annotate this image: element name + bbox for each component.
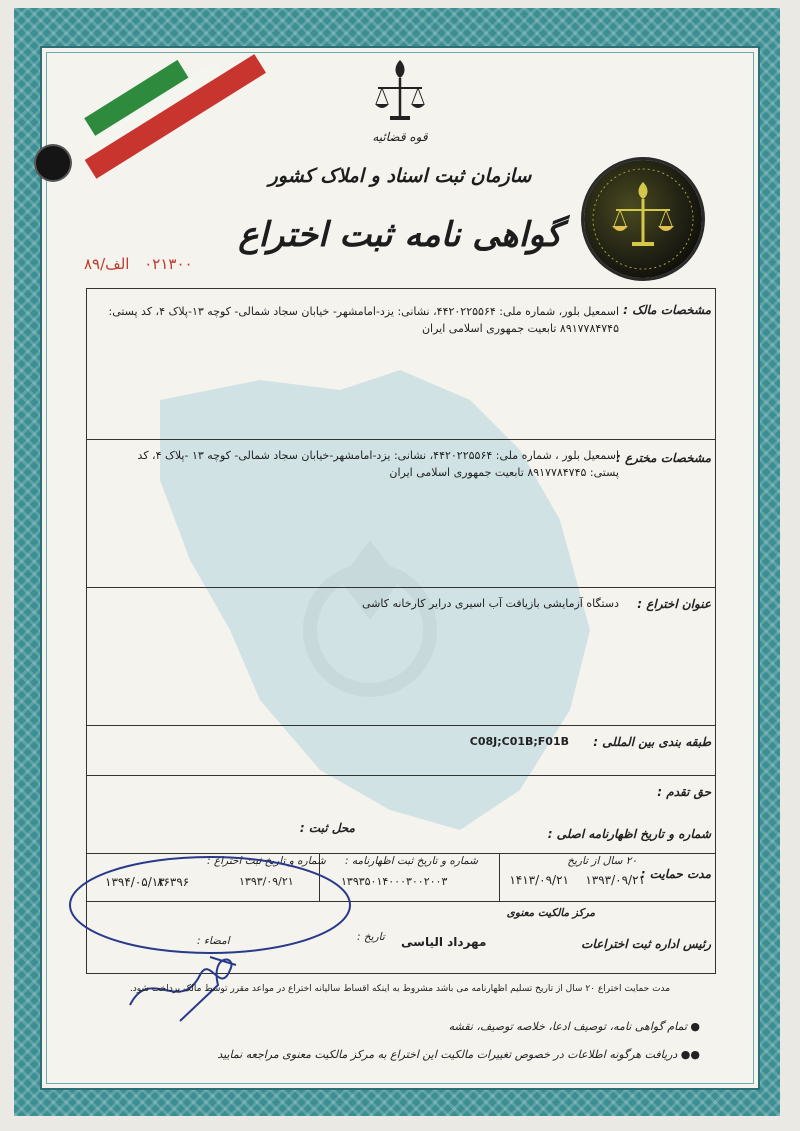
- row-divider: [87, 439, 715, 440]
- protection-from: ۱۳۹۳/۰۹/۲۱: [585, 873, 645, 887]
- handwritten-signature: [60, 845, 360, 1035]
- punch-hole: [36, 146, 70, 180]
- declaration-date: ۱۳۹۳/۰۹/۲۱: [239, 875, 294, 888]
- owner-details: [99, 303, 619, 337]
- note-1-text: تمام گواهی نامه، توصیف ادعا، خلاصه توصیف، نقشه: [448, 1020, 687, 1033]
- protection-to: ۱۴۱۳/۰۹/۲۱: [509, 873, 569, 887]
- owner-line-1: اسمعیل بلور، شماره ملی: ۴۴۲۰۲۲۵۵۶۴، نشانی: یزد-امامشهر- خیابان سجاد شمالی- کوچه ۱۳-پلاک ۴، کد پستی:: [108, 305, 619, 318]
- registration-number: ۸۶۳۹۶: [157, 875, 190, 889]
- declaration-number: ۱۳۹۳۵۰۱۴۰۰۰۳۰۰۲۰۰۳: [341, 875, 448, 888]
- owner-line-2: ۸۹۱۷۷۸۴۷۴۵ تابعیت جمهوری اسلامی ایران: [421, 322, 619, 335]
- signatory-role: رئیس اداره ثبت اختراعات: [581, 937, 711, 951]
- registration-date: ۱۳۹۴/۰۵/۱۳: [105, 875, 165, 889]
- serial-number: [84, 255, 193, 273]
- classification-label: طبقه بندی بین المللی :: [593, 735, 711, 749]
- application-label: شماره و تاریخ اظهارنامه اصلی :: [547, 827, 711, 841]
- registration-label: شماره و تاریخ ثبت اختراع :: [207, 855, 326, 867]
- protection-footnote: مدت حمایت اختراع ۲۰ سال از تاریخ تسلیم اظهارنامه می باشد مشروط به اینکه اقساط سالیانه اختراع در مواعد مقرر توسط مالک پرداخت شود.: [129, 984, 671, 994]
- serial-series: الف/۸۹: [84, 255, 130, 273]
- judiciary-label: قوه قضائیه: [372, 130, 428, 144]
- bullet-icon: ●: [690, 1020, 700, 1033]
- center-label: مرکز مالکیت معنوی: [506, 907, 595, 919]
- certificate-title: گواهی نامه ثبت اختراع: [238, 215, 562, 255]
- row-divider: [87, 587, 715, 588]
- bullet-icon: ●●: [680, 1048, 700, 1061]
- judiciary-scales-icon: [372, 56, 428, 126]
- note-1: [449, 1020, 700, 1033]
- signature-label: امضاء :: [197, 935, 230, 947]
- row-divider: [87, 775, 715, 776]
- note-2-text: دریافت هرگونه اطلاعات در خصوص تغییرات مالکیت این اختراع به مرکز مالکیت معنوی مراجعه نمایید: [217, 1048, 678, 1061]
- inventor-label: مشخصات مخترع :: [616, 451, 711, 465]
- protection-years: ۲۰ سال از تاریخ: [567, 855, 637, 867]
- invention-title-label: عنوان اختراع :: [637, 597, 711, 611]
- note-2: [217, 1048, 700, 1061]
- organization-name: سازمان ثبت اسناد و املاک کشور: [268, 165, 532, 187]
- inventor-details: [99, 447, 619, 481]
- priority-label: حق تقدم :: [657, 785, 711, 799]
- owner-label: مشخصات مالک :: [623, 303, 711, 317]
- classification-value: C08J;C01B;F01B: [469, 735, 569, 748]
- protection-label: مدت حمایت :: [640, 867, 711, 881]
- declaration-label: شماره و تاریخ ثبت اظهارنامه :: [345, 855, 478, 867]
- invention-title-value: دستگاه آزمایشی بازیافت آب اسیری درایر کارخانه کاشی: [361, 597, 619, 610]
- signatory-name: مهرداد الیاسی: [401, 935, 487, 949]
- inventor-line-1: اسمعیل بلور ، شماره ملی: ۴۴۲۰۲۲۵۵۶۴، نشانی: یزد-امامشهر-خیابان سجاد شمالی- کوچه ۱۳ -پلاک ۴، کد: [137, 449, 619, 462]
- inventor-line-2: پستی: ۸۹۱۷۷۸۴۷۴۵ تابعیت جمهوری اسلامی ایران: [389, 466, 619, 479]
- hologram-seal: [584, 160, 702, 278]
- cell-divider: [499, 853, 500, 901]
- row-divider: [87, 725, 715, 726]
- seal-scales-icon: [584, 160, 702, 278]
- place-label: محل ثبت :: [299, 821, 355, 835]
- date-label: تاریخ :: [357, 931, 385, 943]
- serial-number-value: ۰۲۱۳۰۰: [144, 255, 193, 273]
